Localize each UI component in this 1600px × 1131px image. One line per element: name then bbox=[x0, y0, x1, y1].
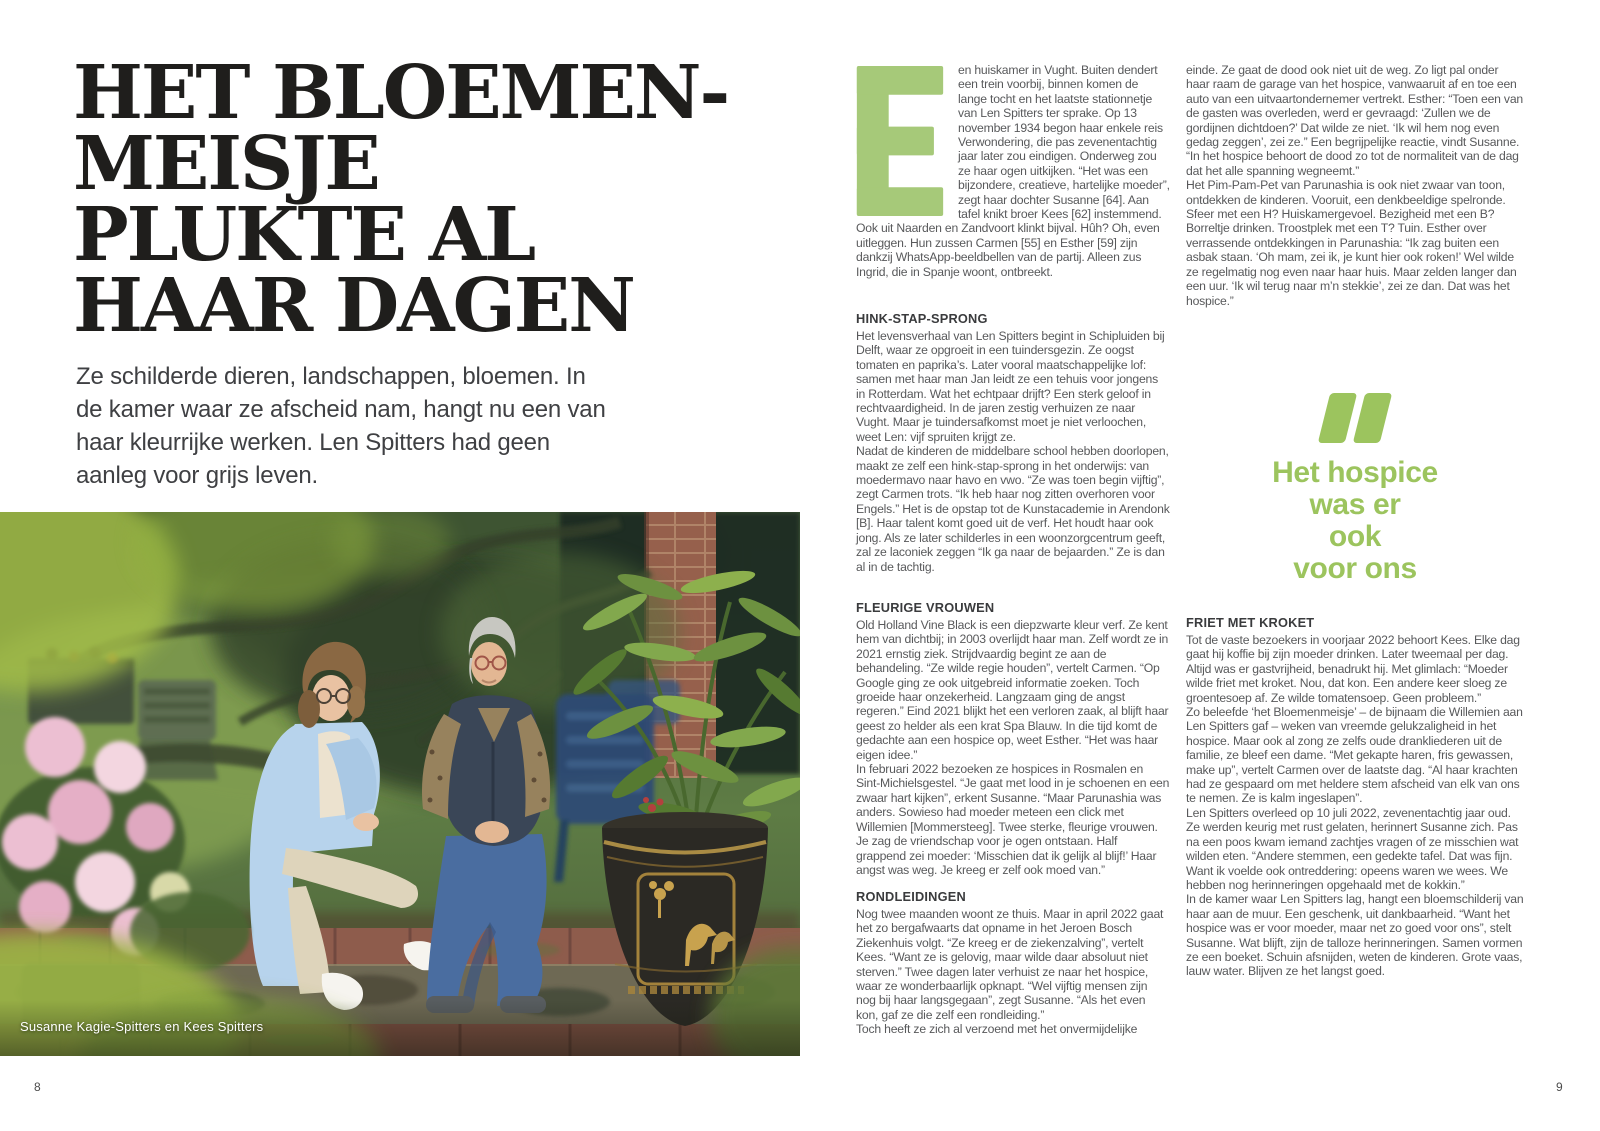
section-title: HINK-STAP-SPRONG bbox=[856, 311, 988, 326]
section-paragraph: Old Holland Vine Black is een diepzwarte kleur verf. Ze kent hem van dichtbij; in 2003 overlijdt haar man. Zelf wordt ze in 2021 ernstig ziek. Strijdvaardig begint ze aan de behandeling. “Ze wilde regie houden”, vertelt Carmen. “Op Google ging ze ook uitgebreid informatie zoeken. Toch groeide haar onzekerheid. Langzaam ging de angst regeren.” Eind 2021 blijkt het een verloren zaak, al blijft haar geest zo helder als een krat Spa Blauw. In die tijd komt de gedachte aan een hospice op, weet Esther. “Het was haar eigen idee.” bbox=[856, 618, 1169, 762]
photo-caption: Susanne Kagie-Spitters en Kees Spitters bbox=[20, 1019, 264, 1034]
continued-paragraph: einde. Ze gaat de dood ook niet uit de weg. Zo ligt pal onder haar raam de garage van het hospice, vanwaaruit af en toe een auto van een uitvaartondernemer vertrekt. Esther: “Toen een van de gasten was overleden, werd er gevraagd: ‘Zullen we de gordijnen dichtdoen?’ Dat wilde ze niet. ‘Ik wil hem nog even gedag zeggen’, zei ze.” Een begrijpelijke reactie, vindt Susanne. “In het hospice behoort de dood zo tot de normaliteit van de dag dat het alle spanning wegneemt.” bbox=[1186, 63, 1523, 178]
article-column-2 bbox=[1186, 63, 1524, 1056]
headline-line: HAAR DAGEN bbox=[73, 263, 634, 349]
pull-quote-line: Het hospice bbox=[1272, 456, 1438, 489]
section-fleurige-vrouwen bbox=[856, 600, 1170, 877]
lead-paragraph: en huiskamer in Vught. Buiten dendert een trein voorbij, binnen komen de lange tocht en het laatste stationnetje van Len Spitters ter sprake. Op 13 november 1934 begon haar enkele reis Verwondering, die pas zevenentachtig jaar later zou eindigen. Onderweg zou ze haar ogen uitkijken. “Het was een bijzondere, creatieve, hartelijke moeder”, zegt haar dochter Susanne [64]. Aan tafel knikt broer Kees [62] instemmend. Ook uit Naarden en Zandvoort klinkt bijval. Hûh? Oh, even uitleggen. Hun zussen Carmen [55] en Esther [59] zijn dankzij WhatsApp-beeldbellen van de partij. Alleen zus Ingrid, die in Spanje woont, ontbreekt. bbox=[856, 63, 1170, 279]
section-paragraph: In de kamer waar Len Spitters lag, hangt een bloemschilderij van haar aan de muur. Een geschenk, uit dankbaarheid. “Want het hospice was er voor moeder, maar net zo goed voor ons”, stelt Susanne. Wat blijft, zijn de talloze herinneringen. Samen vormen ze een boeket. Schuin afsnijden, weten de kinderen. Grote vaas, lauw water. Blijven ze het langst goed. bbox=[1186, 892, 1524, 979]
section-rondleidingen bbox=[856, 889, 1170, 1037]
page-number-left: 8 bbox=[34, 1080, 41, 1094]
section-paragraph: Tot de vaste bezoekers in voorjaar 2022 behoort Kees. Elke dag gaat hij koffie bij zijn moeder drinken. Later tweemaal per dag. Altijd was er gastvrijheid, benadrukt hij. Met glimlach: “Moeder wilde friet met kroket. Nou, dat kon. Een andere keer sloeg ze groentesoep af. Ze wilde tomatensoep. Geen probleem.” bbox=[1186, 633, 1520, 705]
section-title: FLEURIGE VROUWEN bbox=[856, 600, 995, 615]
quote-icon bbox=[1186, 393, 1524, 443]
article-column-1 bbox=[856, 63, 1170, 1056]
section-paragraph: Het levensverhaal van Len Spitters begint in Schipluiden bij Delft, waar ze opgroeit in een tuindersgezin. Ze oogst tomaten en paprika’s. Later vooral maatschappelijke lof: samen met haar man Jan leidt ze een tehuis voor jongens in Rotterdam. Wat het echtpaar drijft? Een sterk geloof in rechtvaardigheid. In de jaren zestig verhuizen ze naar Vught. Maar je tuindersafkomst moet je niet verloochen, weet Len: vijf spruiten krijgt ze. bbox=[856, 329, 1165, 444]
section-friet-met-kroket bbox=[1186, 615, 1524, 979]
section-title: RONDLEIDINGEN bbox=[856, 889, 966, 904]
pull-quote-line: voor ons bbox=[1293, 552, 1417, 585]
page-number-right: 9 bbox=[1556, 1080, 1563, 1094]
headline-line: MEISJE bbox=[73, 121, 379, 207]
section-paragraph: Nadat de kinderen de middelbare school hebben doorlopen, maakt ze zelf een hink-stap-sprong in het onderwijs: van moedermavo naar havo en vwo. “Ze was toen begin vijftig”, zegt Carmen trots. “Ik heb haar nog zitten overhoren voor Engels.” Het is de opstap tot de Kunstacademie in Arendonk [B]. Haar talent komt goed uit de verf. Het houdt haar ook jong. Als ze later schilderles in een woonzorgcentrum geeft, zal ze laconiek zeggen “Ik ga naar de bejaarden.” Ze is dan al in de tachtig. bbox=[856, 444, 1170, 574]
photo-illustration bbox=[0, 512, 800, 1056]
pull-quote-line: ook bbox=[1328, 520, 1382, 553]
section-paragraph: Nog twee maanden woont ze thuis. Maar in april 2022 gaat het zo bergafwaarts dat opname in het Jeroen Bosch Ziekenhuis volgt. “Ze kreeg er de ziekenzalving”, vertelt Kees. “Want ze is gelovig, maar wilde daar absoluut niet sterven.” Twee dagen later verhuist ze naar het hospice, waar ze wonderbaarlijk opknapt. “Wel vijftig mensen zijn nog bij haar langsgegaan”, zegt Susanne. “Als het even kon, gaf ze die zelf een rondleiding.” bbox=[856, 907, 1164, 1022]
drop-cap bbox=[856, 66, 944, 216]
section-paragraph: In februari 2022 bezoeken ze hospices in Rosmalen en Sint-Michielsgestel. “Je gaat met lood in je schoenen en een zwaar hart kijken”, erkent Susanne. “Maar Parunashia was anders. Sowieso had moeder meteen een click met Willemien [Mommersteeg]. Twee sterke, fleurige vrouwen. Je zag de vriendschap voor je ogen ontstaan. Half grappend zei moeder: ‘Misschien dat ik gelijk al blijf!’ Haar angst was weg. Je kreeg er zelf ook moed van.” bbox=[856, 762, 1170, 877]
lead-block bbox=[856, 63, 1170, 279]
pull-quote bbox=[1186, 393, 1524, 585]
section-paragraph: Len Spitters overleed op 10 juli 2022, zevenentachtig jaar oud. Ze werden keurig met rust gelaten, herinnert Susanne zich. Pas na een poos kwam iemand zachtjes vragen of ze misschien wat wilden eten. “Andere stemmen, een gedekte tafel. Dat was fijn. Want ik voelde ook ontreddering: opeens waren we wees. We hebben nog herinneringen opgehaald met de kokkin.” bbox=[1186, 805, 1519, 892]
intro-paragraph: Ze schilderde dieren, landschappen, bloemen. In de kamer waar ze afscheid nam, hangt nu een van haar kleurrijke werken. Len Spitters had geen aanleg voor grijs leven. bbox=[76, 363, 606, 489]
page-title bbox=[73, 50, 753, 349]
headline-line: HET BLOEMEN- bbox=[73, 50, 729, 136]
drop-cap-letter-shape bbox=[856, 66, 944, 216]
photo bbox=[0, 512, 800, 1056]
section-hink-stap-sprong bbox=[856, 311, 1170, 574]
headline-line: PLUKTE AL bbox=[73, 192, 535, 278]
continued-text bbox=[1186, 63, 1524, 308]
section-paragraph: Zo beleefde ‘het Bloemenmeisje’ – de bijnaam die Willemien aan Len Spitters gaf – weken van vreemde gelukzaligheid in het hospice. Maar ook al zong ze zelfs oude drankliederen uit de familie, ze bleef een dame. “Met gekapte haren, fris gewassen, make up”, vertelt Carmen over de laatste dag. “Al haar krachten had ze gespaard om met heldere stem afscheid van elk van ons te nemen. Ze is kalm ingeslapen”. bbox=[1186, 705, 1523, 806]
continued-paragraph: Het Pim-Pam-Pet van Parunashia is ook niet zwaar van toon, ontdekken de kinderen. Vooruit, een denkbeeldige spelronde. Sfeer met een H? Huiskamergevoel. Bezigheid met een B? Borreltje drinken. Troostplek met een T? Tuin. Esther over verrassende ontdekkingen in Parunashia: “Ik zag buiten een asbak staan. ‘Oh mam, zei ik, je kunt hier ook roken!’ Wel wilde ze regelmatig nog even naar haar huis. Maar zelden langer dan een uur. ‘Ik wil terug naar m’n stekkie’, zei ze dan. Dat was het hospice.” bbox=[1186, 178, 1517, 308]
pull-quote-line: was er bbox=[1309, 488, 1401, 521]
section-paragraph: Toch heeft ze zich al verzoend met het onvermijdelijke bbox=[856, 1022, 1138, 1037]
section-title: FRIET MET KROKET bbox=[1186, 615, 1315, 630]
